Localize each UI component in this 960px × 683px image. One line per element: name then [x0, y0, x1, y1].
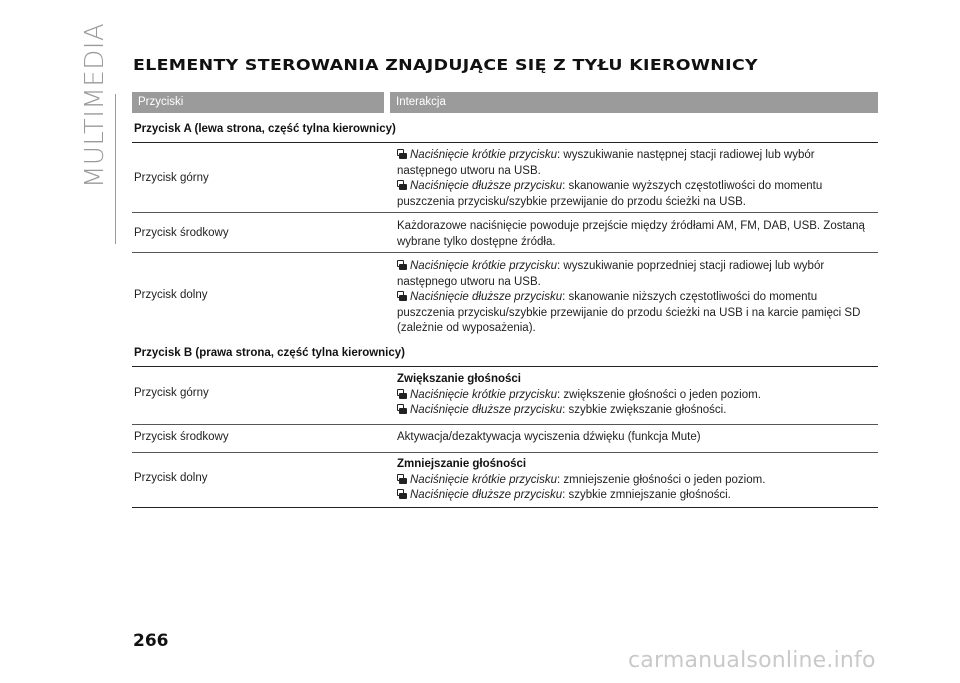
row-label: Przycisk dolny	[134, 472, 208, 484]
row-content	[397, 372, 877, 419]
row-line	[397, 403, 877, 419]
watermark: carmanualsonline.info	[628, 648, 876, 673]
page-title: ELEMENTY STEROWANIA ZNAJDUJĄCE SIĘ Z TYŁU KIEROWNICY	[133, 56, 758, 74]
row-content	[397, 219, 877, 250]
button-press-icon	[397, 474, 407, 484]
row-line	[397, 372, 877, 388]
row-line: Aktywacja/dezaktywacja wyciszenia dźwięku (funkcja Mute)	[397, 431, 701, 443]
section-a-title: Przycisk A (lewa strona, część tylna kierownicy)	[134, 123, 396, 135]
action-description: : zmniejszenie głośności o jeden poziom.	[557, 473, 766, 486]
row-line	[397, 388, 877, 404]
row-content	[397, 148, 877, 210]
side-tab-divider	[115, 94, 116, 244]
action-description: : szybkie zmniejszanie głośności.	[562, 489, 731, 501]
row-content	[397, 430, 877, 446]
header-interaction: Interakcja	[390, 92, 878, 113]
row-content	[397, 457, 877, 504]
table-bottom-rule	[132, 507, 878, 508]
row-line: puszczenia przycisku/szybkie przewijanie do przodu ścieżki na USB i na karcie pamięci SD	[397, 306, 861, 319]
action-description: : zwiększenie głośności o jeden poziom.	[557, 388, 761, 401]
action-label: Naciśnięcie krótkie przycisku	[410, 388, 557, 401]
row-label: Przycisk środkowy	[134, 431, 229, 443]
action-label: Naciśnięcie dłuższe przycisku	[410, 404, 563, 416]
section-b-title: Przycisk B (prawa strona, część tylna kierownicy)	[134, 347, 406, 359]
action-label: Naciśnięcie dłuższe przycisku	[410, 489, 563, 501]
button-press-icon	[397, 180, 407, 190]
row-line	[397, 488, 877, 504]
row-heading: Zmniejszanie głośności	[397, 458, 527, 470]
section-a-rule	[132, 142, 878, 143]
table-header	[132, 92, 878, 113]
row-line: następnego utworu na USB.	[397, 164, 541, 177]
action-description: : wyszukiwanie poprzedniej stacji radiowej lub wybór	[557, 260, 825, 272]
row-line: wybrane tylko dostępne źródła.	[397, 235, 556, 248]
side-tab-label: MULTIMEDIA	[80, 22, 110, 188]
row-line: (zależnie od wyposażenia).	[397, 322, 536, 334]
row-line	[397, 259, 877, 275]
page-number: 266	[133, 631, 169, 651]
action-label: Naciśnięcie krótkie przycisku	[410, 473, 557, 486]
row-content	[397, 259, 877, 337]
section-b-rule	[132, 366, 878, 367]
row-line: puszczenia przycisku/szybkie przewijanie do przodu ścieżki na USB.	[397, 195, 746, 208]
row-label: Przycisk górny	[134, 387, 209, 399]
row-label: Przycisk środkowy	[134, 227, 229, 239]
row-heading: Zwiększanie głośności	[397, 373, 521, 385]
row-line: Każdorazowe naciśnięcie powoduje przejście między źródłami AM, FM, DAB, USB. Zostaną	[397, 220, 865, 232]
row-divider	[132, 212, 878, 213]
button-press-icon	[397, 389, 407, 399]
row-divider	[132, 452, 878, 453]
action-label: Naciśnięcie dłuższe przycisku	[410, 291, 563, 303]
row-line	[397, 148, 877, 164]
row-line	[397, 290, 877, 306]
side-tab	[78, 22, 112, 188]
action-label: Naciśnięcie krótkie przycisku	[410, 260, 557, 272]
action-description: : szybkie zwiększanie głośności.	[562, 404, 727, 416]
row-line	[397, 179, 877, 195]
action-description: : skanowanie wyższych częstotliwości do momentu	[562, 180, 823, 192]
button-press-icon	[397, 404, 407, 414]
action-label: Naciśnięcie dłuższe przycisku	[410, 180, 563, 192]
row-divider	[132, 424, 878, 425]
button-press-icon	[397, 260, 407, 270]
action-label: Naciśnięcie krótkie przycisku	[410, 149, 557, 161]
button-press-icon	[397, 149, 407, 159]
action-description: : wyszukiwanie następnej stacji radiowej lub wybór	[557, 149, 815, 161]
row-divider	[132, 252, 878, 253]
button-press-icon	[397, 291, 407, 301]
row-line	[397, 457, 877, 473]
action-description: : skanowanie niższych częstotliwości do momentu	[562, 291, 818, 303]
row-label: Przycisk dolny	[134, 289, 208, 301]
button-press-icon	[397, 489, 407, 499]
row-label: Przycisk górny	[134, 172, 209, 184]
row-line: następnego utworu na USB.	[397, 275, 541, 288]
header-buttons: Przyciski	[132, 92, 384, 113]
row-line	[397, 473, 877, 489]
